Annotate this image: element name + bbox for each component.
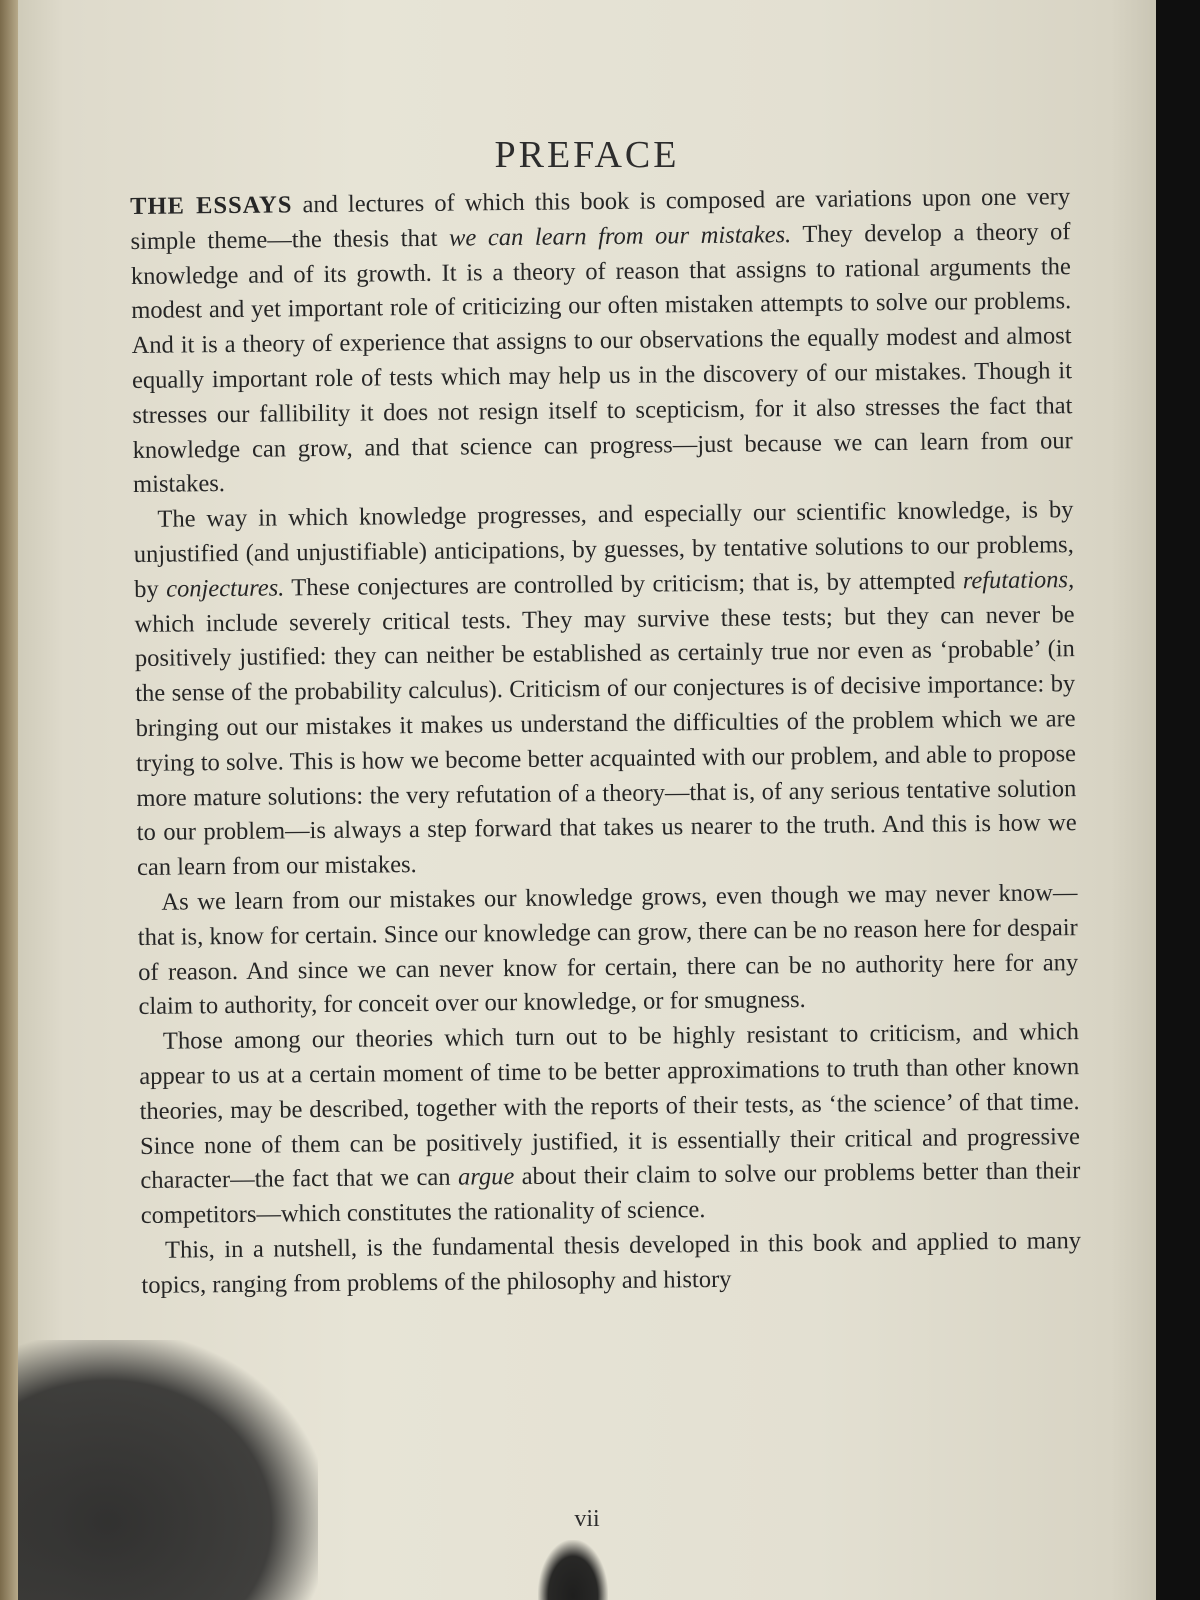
book-spine <box>0 0 18 1600</box>
text-run: The way in which knowledge progresses, and especially our scientific knowledge, is by unjustified (and unjustifiable) anticipations, by guesses, by tentative solutions to our problems, by <box>133 496 1074 603</box>
emphasis-text: argue <box>457 1163 515 1191</box>
text-run: and lectures of which this book is composed are variations upon one very simple theme—the thesis that <box>130 183 1071 255</box>
text-run: which include severely critical tests. They may survive these tests; but they can never be positively justified: they can neither be established as certainly true nor even as ‘probable’ (in the sense of the probability calculus). Criticism of our conjectures is of decisive importance: by bringing out our mistakes it makes us understand the difficulties of the problem which we are trying to solve. This is how we become better acquainted with our problem, and able to propose more mature solutions: the very refutation of a theory—that is, of any serious tentative solution to our problem—is always a step forward that takes us nearer to the truth. And this is how we can learn from our mistakes. <box>134 600 1077 882</box>
paragraph <box>130 180 1073 503</box>
emphasis-text: conjectures. <box>166 574 285 603</box>
paragraph <box>133 493 1077 886</box>
page-number: vii <box>574 1506 600 1532</box>
emphasis-text: refutations, <box>962 565 1075 595</box>
text-run: Those among our theories which turn out to be highly resistant to criticism, and which appear to us at a certain moment of time to be better approximations to truth than other known theories, may be described, together with the reports of their tests, as ‘the science’ of that time. Since none of them can be positively justified, it is essentially their critical and progressive character—the fact that we can <box>139 1018 1081 1195</box>
text-run: As we learn from our mistakes our knowledge grows, even though we may never know—that is, know for certain. Since our knowledge can grow, there can be no reason here for despair of reason. And since we can never know for certain, there can be no authority here for any claim to authority, for conceit over our knowledge, or for smugness. <box>137 879 1079 1021</box>
finger-shadow <box>538 1540 608 1600</box>
emphasis-text: we can learn from our mistakes. <box>448 220 792 252</box>
book-page <box>18 0 1156 1600</box>
paragraph-lead: THE ESSAYS <box>130 191 293 220</box>
paragraph <box>141 1224 1082 1303</box>
paragraph <box>139 1015 1081 1234</box>
hand-shadow <box>18 1340 318 1600</box>
paragraph <box>137 876 1078 1025</box>
text-run: about their claim to solve our problems better than their competitors—which constitutes the rationality of science. <box>140 1157 1081 1230</box>
background-edge <box>1156 0 1200 1600</box>
page-title: PREFACE <box>494 134 680 176</box>
text-run: They develop a theory of knowledge and of its growth. It is a theory of reason that assigns to rational arguments the modest and yet important role of criticizing our often mistaken attempts to solve our problems. And it is a theory of experience that assigns to our observations the equally modest and almost equally important role of tests which may help us in the discovery of our mistakes. Though it stresses our fallibility it does not resign itself to scepticism, for it also stresses the fact that knowledge can grow, and that science can progress—just because we can learn from our mistakes. <box>130 217 1073 499</box>
text-run: These conjectures are controlled by criticism; that is, by attempted <box>284 567 963 602</box>
preface-body <box>130 180 1082 1303</box>
text-run: This, in a nutshell, is the fundamental thesis developed in this book and applied to many topics, ranging from problems of the philosophy and history <box>141 1227 1082 1299</box>
